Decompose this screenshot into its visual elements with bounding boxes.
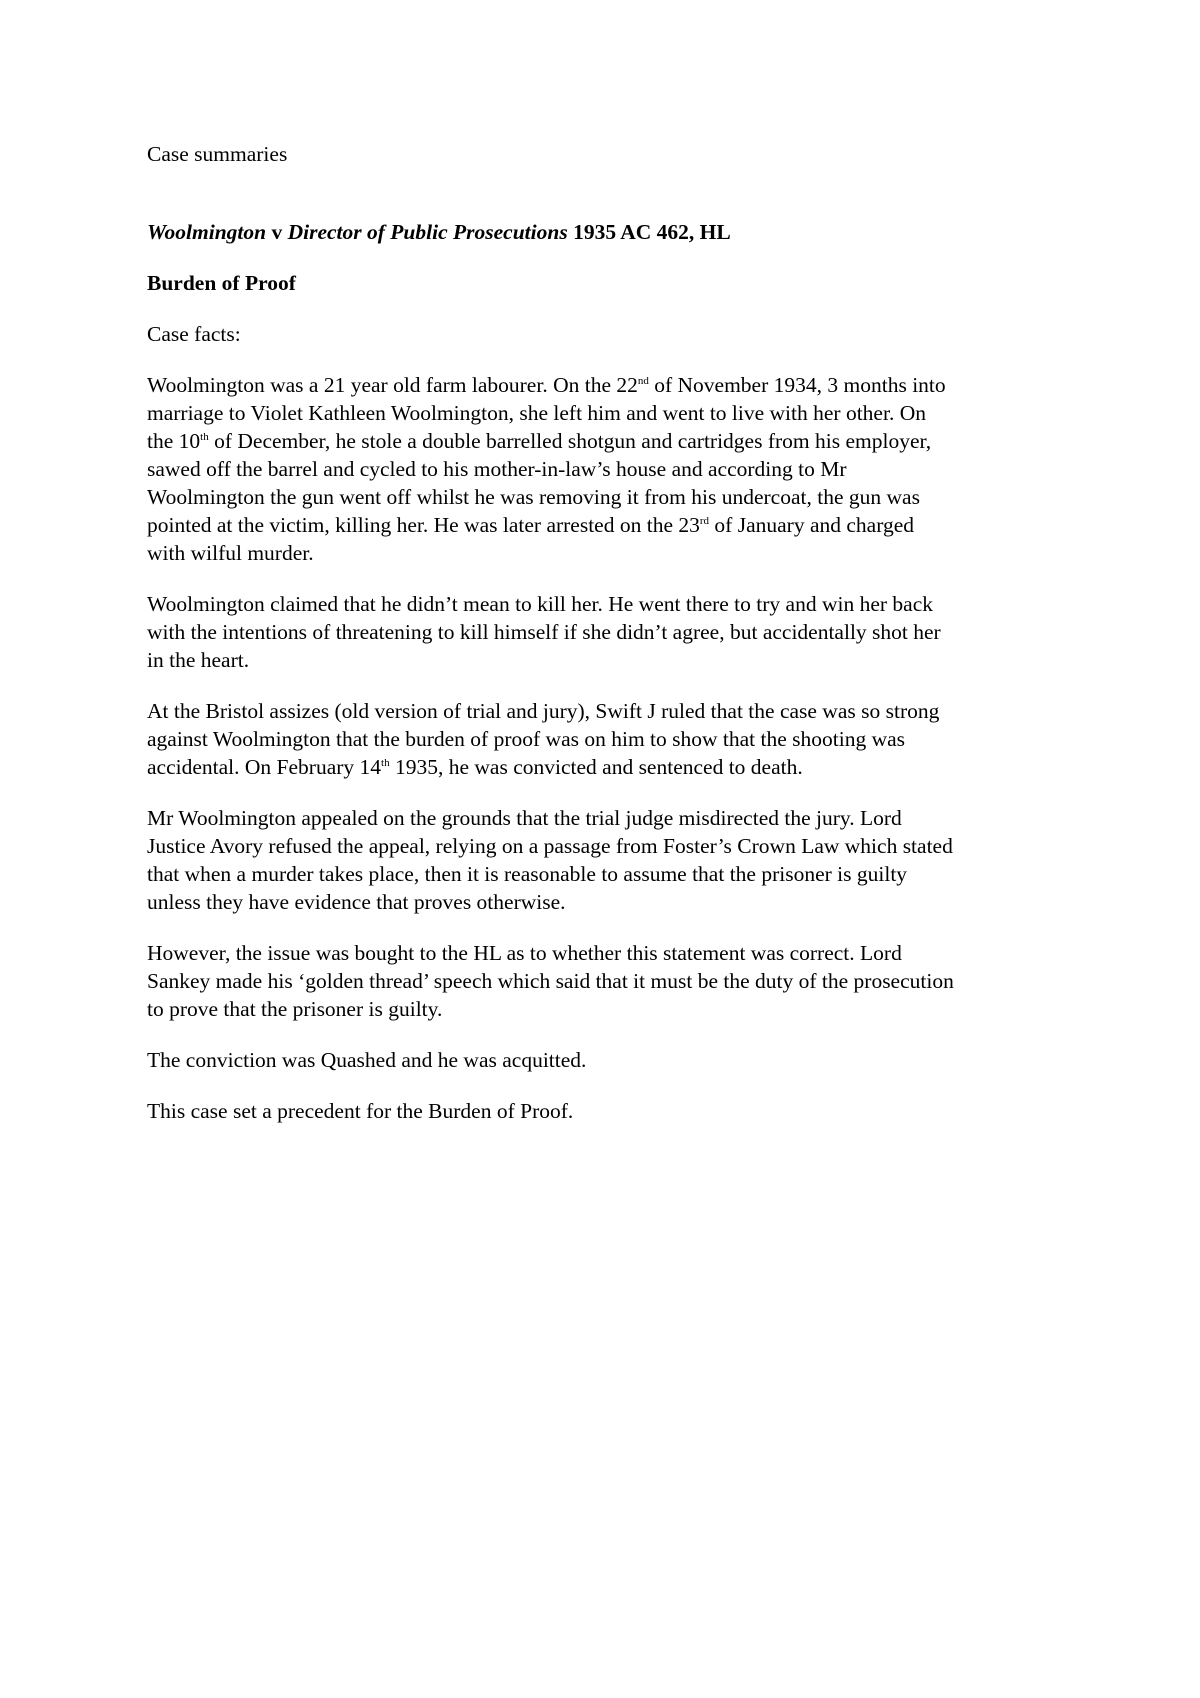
line-text: Justice Avory refused the appeal, relying on a passage from Foster’s Crown Law which stated: [147, 834, 953, 858]
line-text: marriage to Violet Kathleen Woolmington, she left him and went to live with her other. On: [147, 401, 926, 425]
line-text: unless they have evidence that proves otherwise.: [147, 890, 566, 914]
line-text: sawed off the barrel and cycled to his mother-in-law’s house and according to Mr: [147, 457, 847, 481]
line-text: 1935, he was convicted and sentenced to death.: [389, 755, 803, 779]
case-title: [147, 218, 1077, 246]
line-text: The conviction was Quashed and he was acquitted.: [147, 1048, 587, 1072]
paragraph-line: [147, 753, 1077, 781]
ordinal-suffix: nd: [637, 374, 649, 387]
line-text: of December, he stole a double barrelled shotgun and cartridges from his employer,: [208, 429, 932, 453]
paragraph-line: [147, 697, 1077, 725]
paragraph-line: [147, 939, 1077, 967]
paragraph-line: [147, 455, 1077, 483]
paragraph: [147, 1046, 1077, 1074]
paragraph-line: [147, 967, 1077, 995]
line-text: At the Bristol assizes (old version of trial and jury), Swift J ruled that the case was so strong: [147, 699, 940, 723]
line-text: the 10: [147, 429, 201, 453]
paragraph-line: [147, 1097, 1077, 1125]
paragraph-line: [147, 995, 1077, 1023]
line-text: Mr Woolmington appealed on the grounds that the trial judge misdirected the jury. Lord: [147, 806, 902, 830]
ordinal-suffix: rd: [699, 514, 710, 527]
line-text: Woolmington the gun went off whilst he was removing it from his undercoat, the gun was: [147, 485, 920, 509]
paragraph-line: [147, 832, 1077, 860]
paragraph: [147, 371, 1077, 567]
line-text: with wilful murder.: [147, 541, 314, 565]
paragraph-line: [147, 539, 1077, 567]
paragraph-line: [147, 725, 1077, 753]
paragraph: [147, 697, 1077, 781]
ordinal-suffix: th: [200, 430, 209, 443]
paragraph-line: [147, 804, 1077, 832]
line-text: that when a murder takes place, then it is reasonable to assume that the prisoner is guilty: [147, 862, 908, 886]
facts-label: Case facts:: [147, 322, 241, 346]
paragraph-line: [147, 399, 1077, 427]
line-text: against Woolmington that the burden of proof was on him to show that the shooting was: [147, 727, 906, 751]
paragraph-line: [147, 590, 1077, 618]
paragraph-line: [147, 427, 1077, 455]
case-versus: v: [266, 220, 288, 244]
line-text: of January and charged: [709, 513, 915, 537]
paragraph: [147, 804, 1077, 916]
ordinal-suffix: th: [381, 756, 390, 769]
section-heading: Burden of Proof: [147, 271, 296, 295]
line-text: However, the issue was bought to the HL as to whether this statement was correct. Lord: [147, 941, 902, 965]
line-text: This case set a precedent for the Burden of Proof.: [147, 1099, 574, 1123]
paragraph-line: [147, 646, 1077, 674]
line-text: pointed at the victim, killing her. He was later arrested on the 23: [147, 513, 700, 537]
line-text: to prove that the prisoner is guilty.: [147, 997, 443, 1021]
paragraph-line: [147, 511, 1077, 539]
line-text: accidental. On February 14: [147, 755, 382, 779]
paragraphs-container: [147, 371, 1077, 1125]
paragraph-line: [147, 860, 1077, 888]
line-text: in the heart.: [147, 648, 250, 672]
paragraph: [147, 590, 1077, 674]
paragraph-line: [147, 618, 1077, 646]
paragraph: [147, 939, 1077, 1023]
document-heading: Case summaries: [147, 142, 288, 166]
paragraph-line: [147, 371, 1077, 399]
paragraph-line: [147, 483, 1077, 511]
paragraph: [147, 1097, 1077, 1125]
case-citation: 1935 AC 462, HL: [567, 220, 731, 244]
case-party-1: Woolmington: [147, 220, 267, 244]
paragraph-line: [147, 888, 1077, 916]
document-page: [147, 140, 1077, 1148]
case-party-2: Director of Public Prosecutions: [287, 220, 568, 244]
line-text: of November 1934, 3 months into: [648, 373, 946, 397]
paragraph-line: [147, 1046, 1077, 1074]
line-text: with the intentions of threatening to kill himself if she didn’t agree, but accidentally shot her: [147, 620, 941, 644]
line-text: Woolmington was a 21 year old farm labourer. On the 22: [147, 373, 638, 397]
line-text: Sankey made his ‘golden thread’ speech which said that it must be the duty of the prosecution: [147, 969, 954, 993]
line-text: Woolmington claimed that he didn’t mean to kill her. He went there to try and win her back: [147, 592, 933, 616]
